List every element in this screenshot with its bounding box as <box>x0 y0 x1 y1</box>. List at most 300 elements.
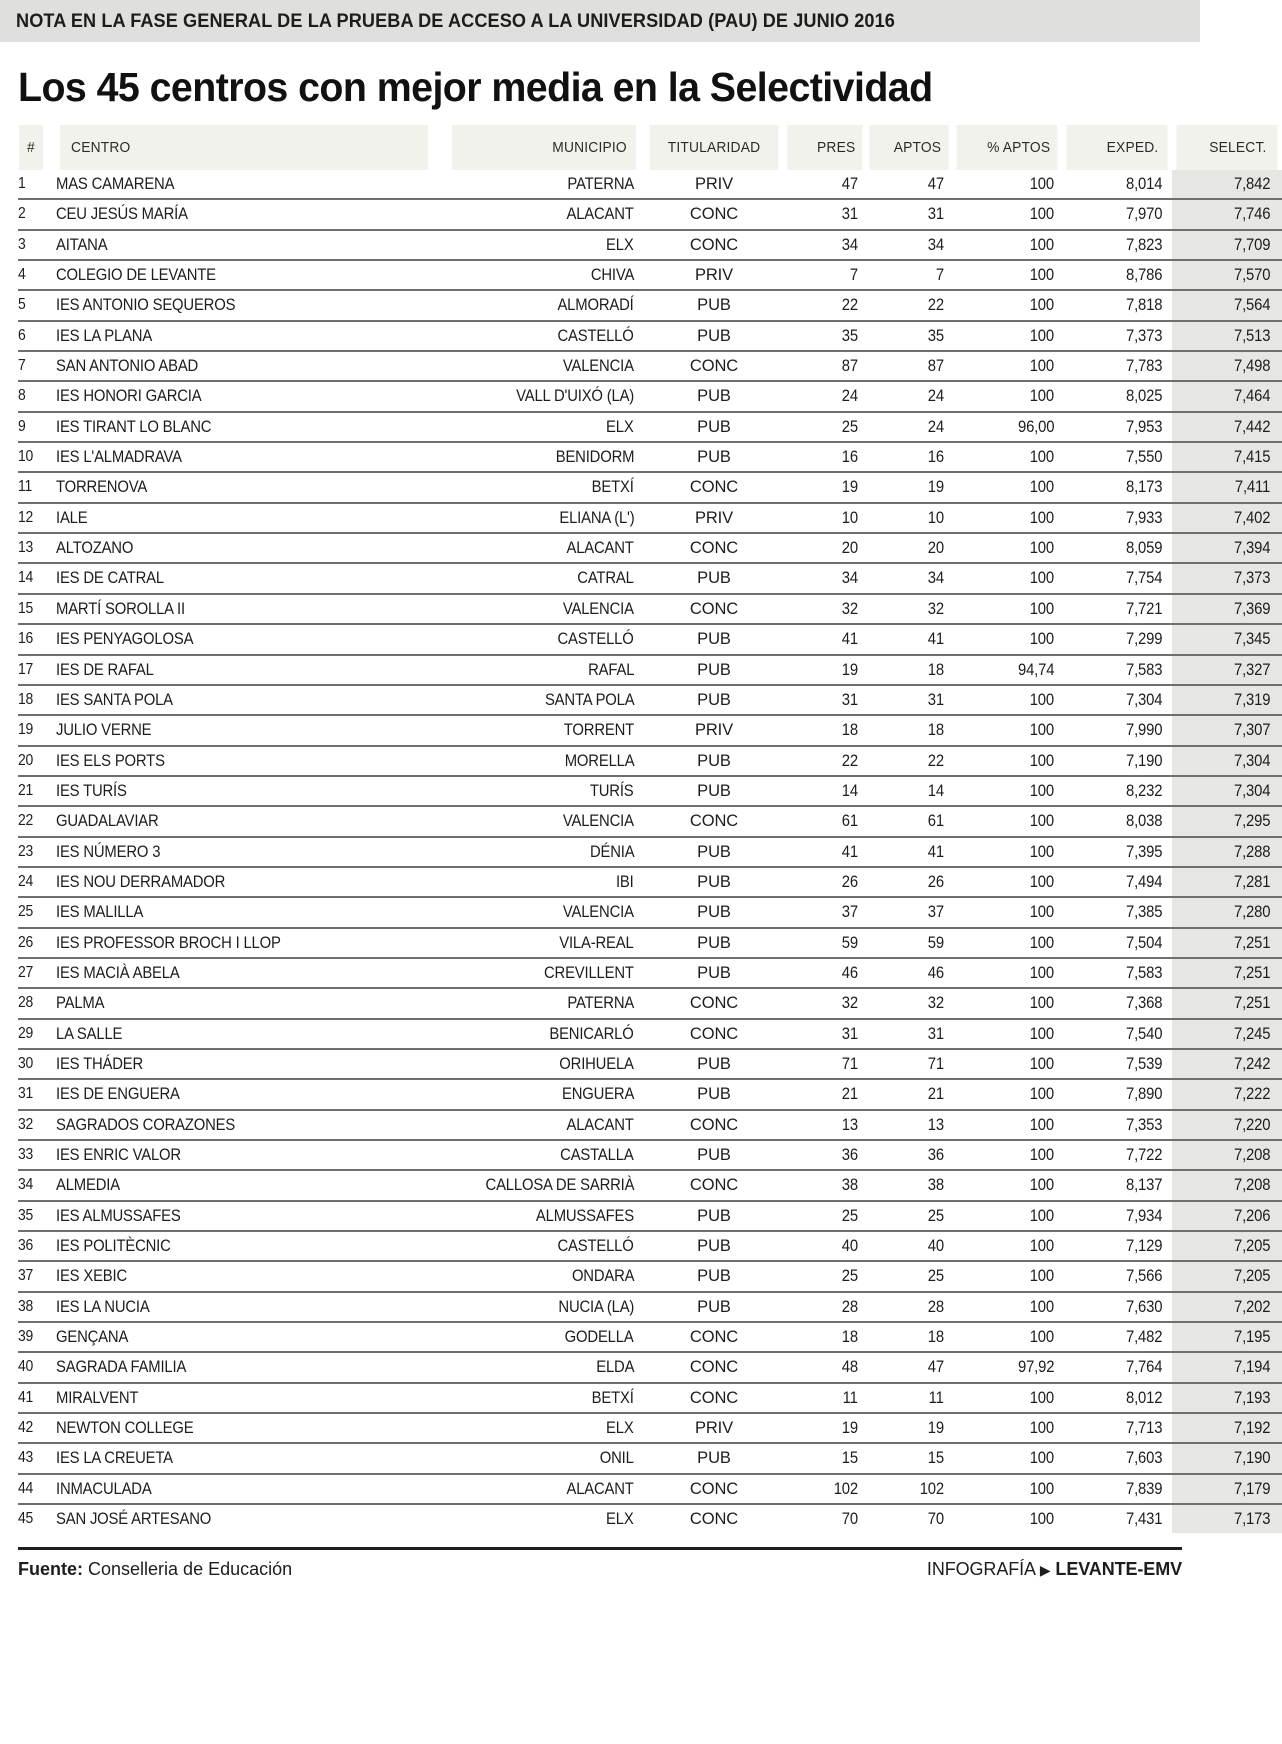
cell-municipio-text: ELX <box>606 417 634 436</box>
cell-titularidad-text: CONC <box>689 1176 739 1195</box>
cell-municipio-text: ALACANT <box>566 539 634 558</box>
cell-exped-text: 7,550 <box>1125 448 1162 467</box>
table-row <box>18 199 1282 229</box>
cell-pres <box>784 746 866 776</box>
cell-pct-aptos <box>952 837 1062 867</box>
cell-centro-text: IES DE RAFAL <box>56 660 154 679</box>
cell-select-text: 7,319 <box>1233 690 1270 709</box>
cell-pres-text: 31 <box>841 690 858 709</box>
cell-titularidad-text: PUB <box>697 963 731 982</box>
cell-centro-text: SAGRADOS CORAZONES <box>56 1115 236 1134</box>
cell-pres <box>784 776 866 806</box>
cell-titularidad <box>644 1231 784 1261</box>
cell-pres <box>784 351 866 381</box>
cell-municipio <box>444 472 644 502</box>
cell-rank <box>18 715 44 745</box>
cell-centro <box>44 351 444 381</box>
cell-centro-text: PALMA <box>56 994 105 1013</box>
cell-aptos <box>866 746 952 776</box>
cell-pct-aptos <box>952 715 1062 745</box>
cell-pct-aptos <box>952 1352 1062 1382</box>
cell-aptos-text: 31 <box>927 1024 944 1043</box>
cell-titularidad-text: PUB <box>697 690 731 709</box>
cell-centro <box>44 381 444 411</box>
cell-municipio-text: CASTELLÓ <box>557 630 634 649</box>
cell-select <box>1172 1292 1282 1322</box>
cell-pct-aptos-text: 100 <box>1029 1510 1054 1529</box>
cell-rank <box>18 867 44 897</box>
cell-aptos <box>866 1140 952 1170</box>
cell-municipio <box>444 1383 644 1413</box>
cell-titularidad <box>644 1292 784 1322</box>
cell-titularidad <box>644 594 784 624</box>
cell-pct-aptos <box>952 1170 1062 1200</box>
cell-pres-text: 34 <box>841 569 858 588</box>
cell-exped-text: 7,373 <box>1125 326 1162 345</box>
cell-pct-aptos <box>952 1140 1062 1170</box>
cell-rank-text: 5 <box>18 296 26 314</box>
cell-titularidad <box>644 1201 784 1231</box>
table-row <box>18 351 1282 381</box>
cell-municipio <box>444 1352 644 1382</box>
table-header <box>18 125 1282 170</box>
cell-pres-text: 61 <box>841 812 858 831</box>
cell-rank-text: 14 <box>18 569 33 587</box>
cell-titularidad <box>644 1504 784 1533</box>
cell-rank-text: 19 <box>18 721 33 739</box>
cell-pct-aptos-text: 100 <box>1029 994 1054 1013</box>
cell-pres-text: 41 <box>841 630 858 649</box>
cell-titularidad-text: PRIV <box>694 721 734 740</box>
cell-exped-text: 7,754 <box>1125 569 1162 588</box>
cell-aptos <box>866 1079 952 1109</box>
cell-centro-text: IES SANTA POLA <box>56 690 173 709</box>
cell-centro <box>44 1079 444 1109</box>
cell-pres <box>784 594 866 624</box>
cell-titularidad <box>644 1443 784 1473</box>
cell-titularidad-text: CONC <box>689 1024 739 1043</box>
cell-pres <box>784 1079 866 1109</box>
cell-rank-text: 33 <box>18 1146 33 1163</box>
cell-titularidad <box>644 624 784 654</box>
cell-select <box>1172 1079 1282 1109</box>
cell-titularidad-text: PUB <box>697 417 731 436</box>
cell-rank <box>18 533 44 563</box>
cell-centro-text: GUADALAVIAR <box>56 812 159 831</box>
cell-centro <box>44 412 444 442</box>
cell-titularidad-text: CONC <box>689 812 739 831</box>
cell-municipio-text: ELX <box>606 1510 634 1529</box>
cell-centro <box>44 1170 444 1200</box>
cell-titularidad-text: PUB <box>697 569 731 588</box>
cell-select-text: 7,307 <box>1233 721 1270 740</box>
cell-titularidad-text: PUB <box>697 1085 731 1104</box>
cell-select-text: 7,245 <box>1233 1024 1270 1043</box>
cell-municipio-text: ALMORADÍ <box>557 296 634 315</box>
table-row <box>18 776 1282 806</box>
cell-exped-text: 7,934 <box>1125 1206 1162 1225</box>
cell-rank <box>18 1352 44 1382</box>
cell-titularidad <box>644 746 784 776</box>
cell-rank <box>18 624 44 654</box>
cell-pct-aptos <box>952 1322 1062 1352</box>
cell-titularidad <box>644 1140 784 1170</box>
cell-municipio <box>444 381 644 411</box>
cell-rank <box>18 958 44 988</box>
cell-pres <box>784 412 866 442</box>
cell-titularidad <box>644 958 784 988</box>
cell-pct-aptos-text: 100 <box>1029 1388 1054 1407</box>
cell-municipio-text: BENIDORM <box>555 448 634 467</box>
headline-container <box>18 42 1182 125</box>
cell-rank <box>18 1231 44 1261</box>
cell-centro-text: SAN ANTONIO ABAD <box>56 357 199 376</box>
cell-exped <box>1062 1170 1172 1200</box>
cell-pct-aptos-text: 100 <box>1029 175 1054 193</box>
cell-municipio-text: VALENCIA <box>563 357 634 376</box>
cell-rank-text: 3 <box>18 235 26 253</box>
cell-municipio <box>444 655 644 685</box>
cell-pres-text: 25 <box>841 417 858 436</box>
cell-centro-text: IES LA NUCIA <box>56 1297 150 1316</box>
cell-exped-text: 7,129 <box>1125 1237 1162 1256</box>
cell-pres <box>784 321 866 351</box>
cell-municipio <box>444 260 644 290</box>
cell-rank <box>18 230 44 260</box>
cell-titularidad-text: CONC <box>689 1328 739 1347</box>
cell-rank <box>18 442 44 472</box>
cell-pct-aptos-text: 100 <box>1029 1237 1054 1256</box>
cell-rank-text: 43 <box>18 1449 33 1467</box>
cell-centro-text: MARTÍ SOROLLA II <box>56 599 185 618</box>
cell-centro-text: ALMEDIA <box>56 1176 120 1195</box>
cell-select <box>1172 230 1282 260</box>
table-row <box>18 1019 1282 1049</box>
cell-exped <box>1062 1201 1172 1231</box>
cell-titularidad-text: PUB <box>697 448 731 467</box>
cell-municipio-text: CATRAL <box>577 569 634 588</box>
cell-centro <box>44 1383 444 1413</box>
cell-exped <box>1062 928 1172 958</box>
cell-select <box>1172 1322 1282 1352</box>
cell-exped <box>1062 503 1172 533</box>
cell-pct-aptos-text: 100 <box>1029 933 1054 952</box>
cell-exped-text: 7,539 <box>1125 1054 1162 1073</box>
cell-titularidad <box>644 1170 784 1200</box>
cell-aptos <box>866 776 952 806</box>
cell-pres-text: 13 <box>841 1115 858 1134</box>
cell-aptos-text: 87 <box>927 357 944 376</box>
cell-pct-aptos <box>952 1504 1062 1533</box>
cell-centro-text: IES L'ALMADRAVA <box>56 448 182 467</box>
cell-select-text: 7,251 <box>1233 933 1270 952</box>
cell-titularidad-text: PUB <box>697 326 731 345</box>
cell-titularidad-text: PUB <box>697 842 731 861</box>
cell-rank-text: 20 <box>18 751 33 769</box>
cell-exped-text: 7,583 <box>1125 963 1162 982</box>
cell-municipio-text: CALLOSA DE SARRIÀ <box>485 1176 634 1195</box>
table-row <box>18 230 1282 260</box>
cell-municipio <box>444 1110 644 1140</box>
cell-rank <box>18 1110 44 1140</box>
cell-aptos <box>866 1413 952 1443</box>
cell-centro-text: IES ANTONIO SEQUEROS <box>56 296 236 315</box>
cell-aptos <box>866 655 952 685</box>
cell-pres <box>784 1322 866 1352</box>
cell-centro <box>44 1231 444 1261</box>
cell-aptos <box>866 351 952 381</box>
cell-exped <box>1062 1140 1172 1170</box>
cell-exped <box>1062 170 1172 199</box>
cell-titularidad <box>644 503 784 533</box>
cell-exped-text: 7,933 <box>1125 508 1162 527</box>
cell-select-text: 7,709 <box>1233 235 1270 254</box>
cell-aptos <box>866 928 952 958</box>
cell-rank-text: 41 <box>18 1388 33 1406</box>
cell-pres-text: 26 <box>841 872 858 891</box>
cell-centro <box>44 746 444 776</box>
cell-rank <box>18 928 44 958</box>
cell-pct-aptos-text: 100 <box>1029 326 1054 345</box>
cell-rank <box>18 806 44 836</box>
cell-select <box>1172 1019 1282 1049</box>
cell-centro-text: IES ELS PORTS <box>56 751 165 770</box>
cell-exped-text: 8,173 <box>1125 478 1162 497</box>
cell-municipio-text: VALENCIA <box>563 599 634 618</box>
cell-titularidad <box>644 1110 784 1140</box>
cell-exped-text: 7,721 <box>1125 599 1162 618</box>
cell-pres-text: 16 <box>841 448 858 467</box>
cell-exped-text: 7,630 <box>1125 1297 1162 1316</box>
cell-rank <box>18 1049 44 1079</box>
cell-pres <box>784 1504 866 1533</box>
cell-select-text: 7,373 <box>1233 569 1270 588</box>
column-header-titularidad: TITULARIDAD <box>650 125 779 170</box>
cell-titularidad <box>644 715 784 745</box>
table-row <box>18 1292 1282 1322</box>
cell-rank-text: 11 <box>18 478 32 496</box>
cell-pres-text: 71 <box>841 1054 858 1073</box>
cell-rank-text: 21 <box>18 781 33 799</box>
cell-select <box>1172 1474 1282 1504</box>
cell-centro <box>44 685 444 715</box>
cell-titularidad-text: CONC <box>689 1388 739 1407</box>
cell-rank <box>18 472 44 502</box>
cell-pct-aptos-text: 100 <box>1029 630 1054 649</box>
cell-select <box>1172 988 1282 1018</box>
cell-pres <box>784 442 866 472</box>
cell-titularidad-text: CONC <box>689 1358 739 1377</box>
cell-centro-text: SAGRADA FAMILIA <box>56 1358 187 1377</box>
cell-select <box>1172 1231 1282 1261</box>
ranking-table <box>18 125 1282 1533</box>
cell-exped <box>1062 594 1172 624</box>
cell-pres-text: 34 <box>841 235 858 254</box>
cell-municipio-text: CREVILLENT <box>544 963 634 982</box>
cell-pres <box>784 381 866 411</box>
cell-titularidad-text: CONC <box>689 235 739 254</box>
cell-rank <box>18 1079 44 1109</box>
cell-municipio <box>444 1261 644 1291</box>
cell-centro <box>44 897 444 927</box>
cell-aptos <box>866 1504 952 1533</box>
cell-municipio <box>444 533 644 563</box>
cell-titularidad <box>644 837 784 867</box>
table-row <box>18 988 1282 1018</box>
cell-exped-text: 7,603 <box>1125 1449 1162 1468</box>
cell-titularidad <box>644 199 784 229</box>
cell-centro-text: CEU JESÚS MARÍA <box>56 205 188 224</box>
cell-select <box>1172 1261 1282 1291</box>
cell-municipio-text: VILA-REAL <box>559 933 634 952</box>
column-header-exped: EXPED. <box>1066 125 1167 170</box>
cell-select <box>1172 260 1282 290</box>
table-row <box>18 1322 1282 1352</box>
cell-pct-aptos <box>952 442 1062 472</box>
table-row <box>18 685 1282 715</box>
cell-aptos-text: 71 <box>927 1054 944 1073</box>
cell-rank-text: 16 <box>18 630 33 648</box>
cell-exped-text: 8,137 <box>1125 1176 1162 1195</box>
cell-aptos-text: 47 <box>927 175 944 193</box>
cell-select <box>1172 928 1282 958</box>
cell-municipio-text: DÉNIA <box>589 842 634 861</box>
cell-titularidad <box>644 655 784 685</box>
table-row <box>18 1049 1282 1079</box>
cell-aptos <box>866 1474 952 1504</box>
cell-rank <box>18 897 44 927</box>
cell-aptos <box>866 472 952 502</box>
cell-titularidad <box>644 351 784 381</box>
cell-pres <box>784 290 866 320</box>
cell-pres-text: 37 <box>841 903 858 922</box>
cell-select <box>1172 1140 1282 1170</box>
cell-exped <box>1062 230 1172 260</box>
cell-select-text: 7,304 <box>1233 781 1270 800</box>
cell-rank <box>18 1170 44 1200</box>
cell-pres-text: 18 <box>841 721 858 740</box>
cell-select-text: 7,304 <box>1233 751 1270 770</box>
cell-pres <box>784 624 866 654</box>
cell-pct-aptos-text: 100 <box>1029 1449 1054 1468</box>
cell-select <box>1172 381 1282 411</box>
cell-exped <box>1062 1049 1172 1079</box>
cell-centro <box>44 988 444 1018</box>
source-value: Conselleria de Educación <box>88 1559 293 1580</box>
cell-pct-aptos <box>952 563 1062 593</box>
cell-aptos-text: 16 <box>927 448 944 467</box>
cell-aptos <box>866 563 952 593</box>
cell-select-text: 7,288 <box>1233 842 1270 861</box>
cell-select-text: 7,442 <box>1233 417 1270 436</box>
cell-pres <box>784 897 866 927</box>
cell-pres <box>784 655 866 685</box>
cell-rank-text: 10 <box>18 448 33 466</box>
table-row <box>18 746 1282 776</box>
cell-exped <box>1062 1322 1172 1352</box>
cell-municipio <box>444 1140 644 1170</box>
cell-aptos-text: 59 <box>927 933 944 952</box>
table-row <box>18 170 1282 199</box>
cell-exped <box>1062 1110 1172 1140</box>
cell-aptos-text: 37 <box>927 903 944 922</box>
table-row <box>18 1443 1282 1473</box>
cell-rank <box>18 1019 44 1049</box>
cell-centro-text: IALE <box>56 508 88 527</box>
cell-municipio-text: IBI <box>616 872 634 891</box>
cell-exped <box>1062 1413 1172 1443</box>
cell-centro-text: IES ENRIC VALOR <box>56 1146 181 1164</box>
cell-centro-text: IES PENYAGOLOSA <box>56 630 194 649</box>
table-row <box>18 472 1282 502</box>
cell-exped-text: 8,038 <box>1125 812 1162 831</box>
cell-centro-text: IES MACIÀ ABELA <box>56 963 180 982</box>
cell-select <box>1172 199 1282 229</box>
cell-rank-text: 7 <box>18 357 26 375</box>
cell-municipio <box>444 685 644 715</box>
cell-pct-aptos-text: 100 <box>1029 478 1054 497</box>
cell-rank <box>18 1443 44 1473</box>
cell-centro <box>44 230 444 260</box>
cell-aptos <box>866 1170 952 1200</box>
cell-titularidad <box>644 170 784 199</box>
cell-pct-aptos-text: 100 <box>1029 721 1054 740</box>
cell-aptos-text: 11 <box>928 1388 944 1407</box>
cell-rank <box>18 170 44 199</box>
cell-titularidad-text: CONC <box>689 1510 739 1529</box>
table-row <box>18 412 1282 442</box>
cell-titularidad <box>644 321 784 351</box>
cell-titularidad <box>644 1261 784 1291</box>
cell-aptos <box>866 381 952 411</box>
cell-aptos <box>866 715 952 745</box>
cell-pct-aptos <box>952 1443 1062 1473</box>
cell-centro <box>44 290 444 320</box>
cell-pct-aptos <box>952 1383 1062 1413</box>
cell-municipio <box>444 230 644 260</box>
cell-exped <box>1062 321 1172 351</box>
cell-titularidad-text: PUB <box>697 1449 731 1468</box>
cell-pct-aptos-text: 100 <box>1029 963 1054 982</box>
cell-pct-aptos <box>952 594 1062 624</box>
cell-titularidad-text: PUB <box>697 660 731 679</box>
cell-aptos-text: 25 <box>927 1267 944 1286</box>
cell-aptos-text: 41 <box>927 630 944 649</box>
cell-municipio-text: VALENCIA <box>563 903 634 922</box>
cell-centro <box>44 1019 444 1049</box>
cell-exped-text: 8,012 <box>1125 1388 1162 1407</box>
cell-pct-aptos <box>952 958 1062 988</box>
cell-aptos-text: 19 <box>927 478 944 497</box>
cell-titularidad-text: PUB <box>697 1237 731 1256</box>
cell-municipio <box>444 351 644 381</box>
cell-select <box>1172 1049 1282 1079</box>
cell-aptos-text: 47 <box>927 1358 944 1377</box>
cell-exped-text: 7,385 <box>1125 903 1162 922</box>
cell-rank-text: 35 <box>18 1206 33 1224</box>
cell-aptos-text: 25 <box>927 1206 944 1225</box>
cell-rank <box>18 260 44 290</box>
cell-select-text: 7,746 <box>1233 205 1270 224</box>
cell-pct-aptos-text: 100 <box>1029 872 1054 891</box>
cell-pct-aptos-text: 100 <box>1029 1024 1054 1043</box>
cell-exped-text: 7,823 <box>1125 235 1162 254</box>
cell-titularidad-text: PUB <box>697 781 731 800</box>
cell-rank-text: 24 <box>18 872 33 890</box>
cell-centro-text: IES TIRANT LO BLANC <box>56 417 212 436</box>
cell-select-text: 7,202 <box>1233 1297 1270 1316</box>
cell-select-text: 7,415 <box>1233 448 1270 467</box>
